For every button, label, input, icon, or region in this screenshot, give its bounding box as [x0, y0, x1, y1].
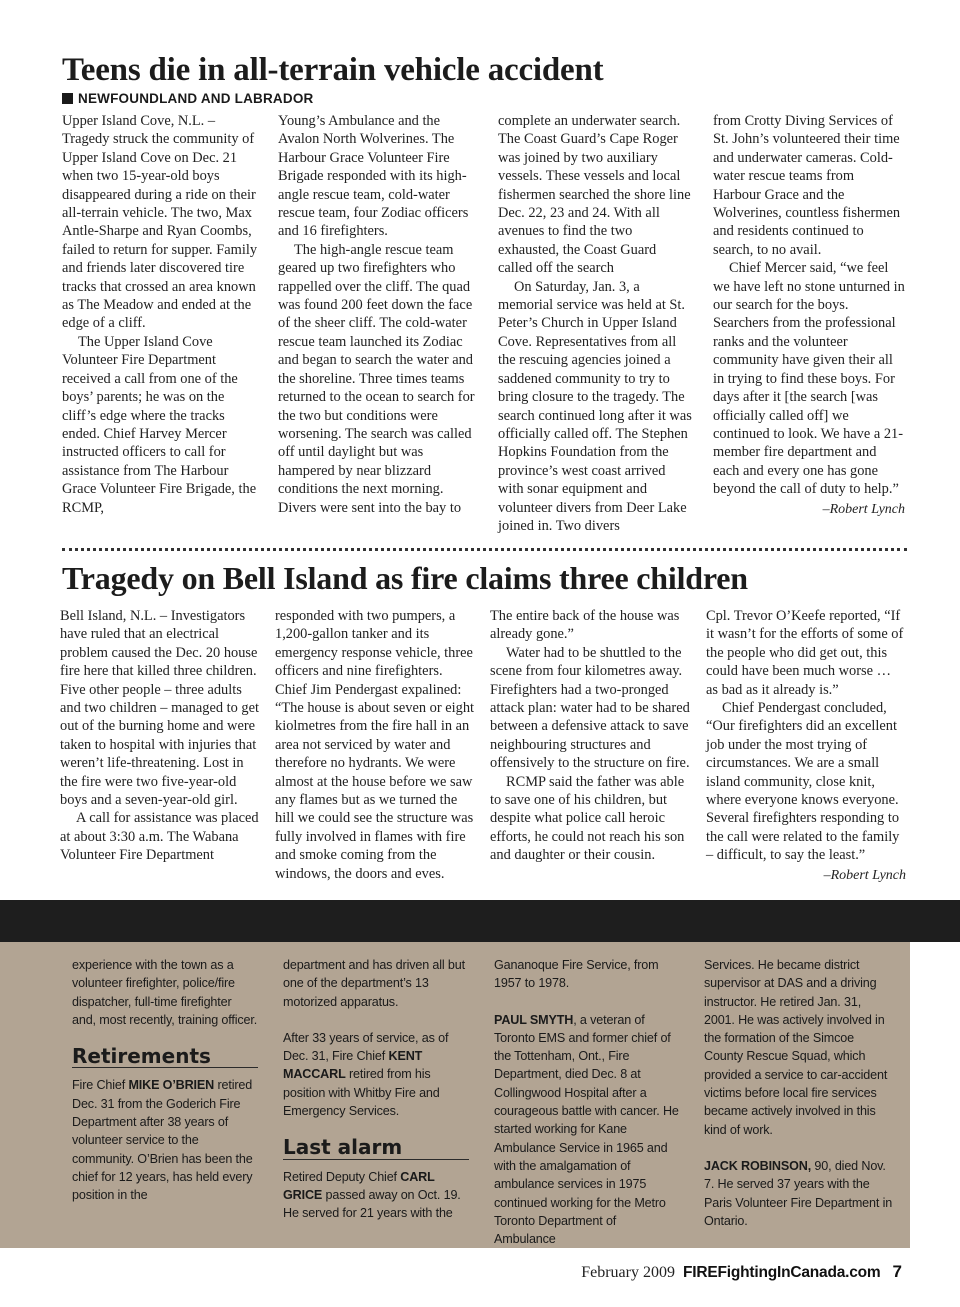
sidebar-text: Gananoque Fire Service, from 1957 to 1978. [494, 958, 659, 991]
paragraph: Young’s Ambulance and the Avalon North Wolverines. The Harbour Grace Volunteer Fire Brigade responded with its high-angle rescue team, cold-water rescue team, four Zodiac officers and 16 firefighters. [278, 113, 469, 240]
last-alarm-heading: Last alarm [283, 1138, 469, 1159]
person-name: PAUL SMYTH [494, 1012, 574, 1027]
dotted-divider [62, 548, 907, 552]
person-name: KENT MACCARL [283, 1049, 423, 1082]
retirement-entry: Fire Chief MIKE O’BRIEN retired Dec. 31 from the Goderich Fire Department after 38 years of volunteer service to the community. O’Brien has been the chief for 12 years, has held every position in the [72, 1078, 253, 1203]
article2-column-4 [706, 607, 906, 885]
paragraph: Upper Island Cove, N.L. – Tragedy struck the community of Upper Island Cove on Dec. 21 when two 15-year-old boys disappeared during a ride on their all-terrain vehicle. The two, Max Antle-Sharpe and Ryan Coombs, failed to return for supper. Family and friends later discovered tire tracks that crossed an area known as The Meadow and ended at the edge of a cliff. [62, 113, 258, 332]
page-footer [581, 1262, 902, 1282]
section-label-text: NEWFOUNDLAND AND LABRADOR [78, 91, 314, 106]
paragraph: Chief Pendergast concluded, “Our firefighters did an excellent job under the most trying of circumstances. We are a small island community, close knit, where everyone knows everyone. Several firefighters responding to the call were related to the family – difficult, to say the least.” [706, 700, 900, 864]
article1-headline: Teens die in all-terrain vehicle accident [62, 52, 604, 88]
byline: –Robert Lynch [823, 867, 906, 883]
paragraph: Cpl. Trevor O’Keefe reported, “If it wasn’t for the efforts of some of the people who did get out, this could have been much worse … as bad as it already is.” [706, 608, 904, 698]
article2-headline: Tragedy on Bell Island as fire claims three children [62, 560, 748, 596]
person-name: MIKE O’BRIEN [128, 1078, 215, 1093]
paragraph: On Saturday, Jan. 3, a memorial service was held at St. Peter’s Church in Upper Island Cove. Representatives from all the rescuing agencies joined a saddened community to try to bring closure to the tragedy. The search continued long after it was officially called off. The Stephen Hopkins Foundation from the province’s west coast arrived with sonar equipment and volunteer divers from Deer Lake joined in. Two divers [498, 278, 692, 534]
article2-column-3 [490, 607, 690, 865]
sidebar-column-1 [72, 956, 258, 1223]
section-label [62, 91, 313, 106]
page-number: 7 [892, 1262, 902, 1281]
article2-column-2 [275, 607, 475, 883]
byline: –Robert Lynch [822, 501, 905, 517]
article1-column-1 [62, 112, 260, 517]
sidebar-text: experience with the town as a volunteer firefighter, police/fire dispatcher, full-time firefighter and, most recently, training officer. [72, 958, 258, 1027]
sidebar-column-4 [704, 956, 894, 1248]
paragraph: A call for assistance was placed at about 3:30 a.m. The Wabana Volunteer Fire Department [60, 810, 259, 864]
paragraph: The high-angle rescue team geared up two firefighters who rappelled over the cliff. The quad was found 200 feet down the face of the sheer cliff. The cold-water rescue team launched its Zodiac and began to search the water and the shoreline. Three times teams returned to the ocean to search for the two but conditions were worsening. The search was called off until daylight but was hampered by near blizzard conditions the next morning. Divers were sent into the bay to [278, 241, 475, 516]
paragraph: Bell Island, N.L. – Investigators have ruled that an electrical problem caused the Dec. 20 house fire here that killed three children. Five other people – three adults and two children – managed to get out of the burning home and were taken to hospital with injuries that weren’t life-threatening. Lost in the fire were two five-year-old boys and a seven-year-old girl. [60, 608, 260, 809]
paragraph: The entire back of the house was already gone.” [490, 608, 680, 643]
retirement-entry: After 33 years of service, as of Dec. 31, Fire Chief KENT MACCARL retired from his position with Whitby Fire and Emergency Services. [283, 1030, 449, 1119]
paragraph: complete an underwater search. The Coast Guard’s Cape Roger was joined by two auxiliary vessels. These vessels and local fishermen searched the shore line Dec. 22, 23 and 24. With all avenues to find the two exhausted, the Coast Guard called off the search [498, 113, 691, 277]
paragraph: The Upper Island Cove Volunteer Fire Department received a call from one of the boys’ parents; he was on the cliff’s edge where the tracks ended. Chief Harvey Mercer instructed officers to call for assistance from The Harbour Grace Volunteer Fire Brigade, the RCMP, [62, 333, 257, 516]
article2-column-1 [60, 607, 260, 865]
article1-column-2 [278, 112, 478, 517]
sidebar-column-2 [283, 956, 469, 1241]
section-square-icon [62, 93, 73, 104]
paragraph: responded with two pumpers, a 1,200-gallon tanker and its emergency response vehicle, three officers and nine firefighters. Chief Jim Pendergast expalined: “The house is about seven or eight kiolmetres from the fire hall in an area not serviced by water and therefore no hydrants. We were almost at the house before we saw any flames but as we turned the hill we could see the structure was fully involved in flames with fire and smoke coming from the windows, the doors and eves. [275, 608, 475, 882]
black-band [0, 900, 960, 942]
paragraph: from Crotty Diving Services of St. John’s volunteered their time and underwater cameras. Cold-water rescue teams from Harbour Grace and the Wolverines, countless fishermen and residents continued to search, to no avail. [713, 113, 901, 258]
obituary-entry: JACK ROBINSON, 90, died Nov. 7. He served 37 years with the Paris Volunteer Fire Department in Ontario. [704, 1158, 893, 1228]
paragraph: Chief Mercer said, “we feel we have left no stone unturned in our search for the boys. Searchers from the professional ranks and the volunteer community have given their all in trying to find these boys. For days after it [the search [was officially called off] we continued to look. We have a 21-member fire department and each and every one has gone beyond the call of duty to help.” [713, 260, 905, 498]
article1-column-3 [498, 112, 694, 535]
retirements-heading: Retirements [72, 1047, 258, 1068]
issue-date: February 2009 [581, 1264, 675, 1281]
sidebar-text: Services. He became district supervisor at DAS and a driving instructor. He retired Jan. 31, 2001. He was actively involved in the formation of the Simcoe County Rescue Squad, which provided a service to car-accident victims before local fire services became actively involved in this kind of work. [704, 958, 888, 1137]
person-name: CARL GRICE [283, 1169, 435, 1202]
paragraph: RCMP said the father was able to save one of his children, but despite what police call heroic efforts, he could not reach his son and daughter or their cousin. [490, 773, 685, 864]
obituary-entry: PAUL SMYTH, a veteran of Toronto EMS and former chief of the Tottenham, Ont., Fire Department, died Dec. 8 at Collingwood Hospital after a courageous battle with cancer. He started working for Kane Ambulance Service in 1965 and with the amalgamation of ambulance services in 1975 continued working for the Metro Toronto Department of Ambulance [494, 1012, 679, 1247]
person-name: JACK ROBINSON, [704, 1158, 812, 1173]
sidebar-column-3 [494, 956, 680, 1266]
website-link[interactable]: FIREFightingInCanada.com [682, 1264, 881, 1281]
paragraph: Water had to be shuttled to the scene from four kilometres away. Firefighters had a two-pronged attack plan: water had to be shared between a defensive attack to save neighbouring structures and offensively to the structure on fire. [490, 644, 690, 772]
obituary-entry: Retired Deputy Chief CARL GRICE passed away on Oct. 19. He served for 21 years with the [283, 1169, 461, 1221]
sidebar-text: department and has driven all but one of the department’s 13 motorized apparatus. [283, 958, 465, 1009]
article1-column-4 [713, 112, 905, 519]
